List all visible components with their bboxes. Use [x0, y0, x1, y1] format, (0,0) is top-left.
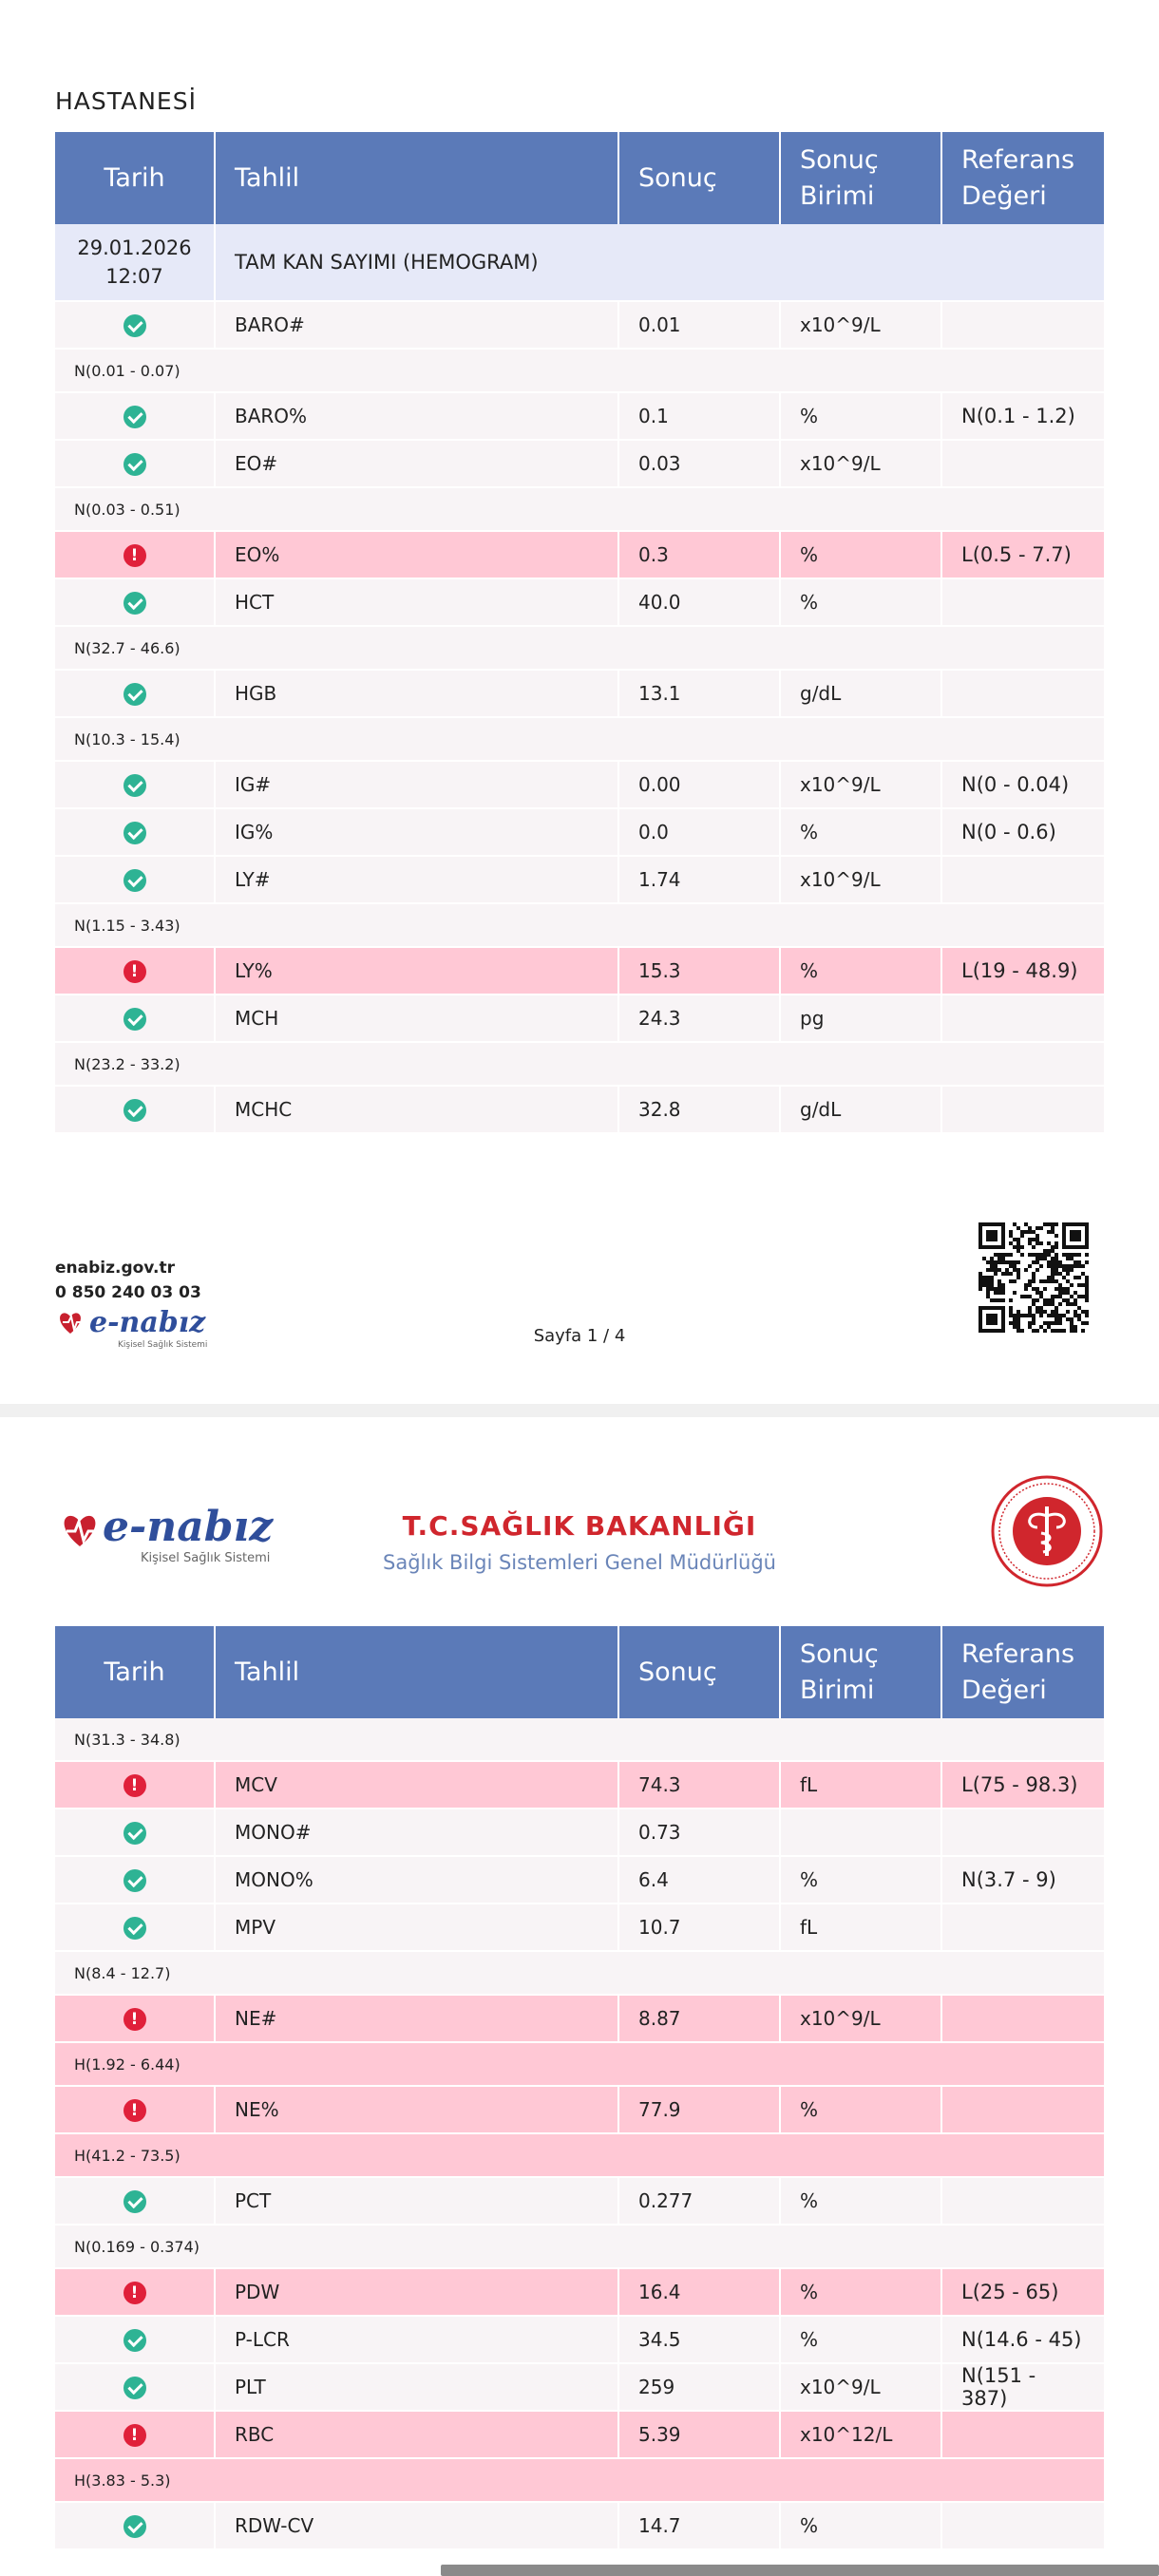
- reference-range: N(1.15 - 3.43): [55, 903, 1104, 947]
- reference-value: [941, 301, 1104, 349]
- status-cell: [55, 2177, 215, 2225]
- check-circle-icon: [124, 2329, 146, 2352]
- ministry-seal-icon: [990, 1474, 1104, 1588]
- reference-range-row: [55, 1042, 1104, 1086]
- table-header-row: [55, 132, 1104, 224]
- test-result: 0.01: [618, 301, 780, 349]
- test-name: MPV: [215, 1904, 618, 1951]
- ministry-heading: [0, 1510, 1159, 1574]
- test-name: BARO%: [215, 392, 618, 440]
- test-result: 0.73: [618, 1809, 780, 1856]
- test-result: 0.1: [618, 392, 780, 440]
- test-result: 0.0: [618, 808, 780, 856]
- report-page-2: [0, 1417, 1159, 2576]
- reference-range-row: [55, 2042, 1104, 2086]
- test-result: 13.1: [618, 670, 780, 717]
- test-name: MONO#: [215, 1809, 618, 1856]
- table-row: [55, 808, 1104, 856]
- footer-contact: [55, 1256, 201, 1305]
- test-result: 0.00: [618, 761, 780, 808]
- reference-value: N(0 - 0.04): [941, 761, 1104, 808]
- test-name: PCT: [215, 2177, 618, 2225]
- result-unit: %: [780, 2177, 941, 2225]
- header-test: Tahlil: [215, 132, 618, 224]
- result-unit: %: [780, 578, 941, 626]
- status-cell: [55, 947, 215, 994]
- alert-circle-icon: !: [124, 1774, 146, 1797]
- table-row: [55, 301, 1104, 349]
- header-ref-line2: Değeri: [961, 1675, 1047, 1705]
- reference-range: N(0.169 - 0.374): [55, 2225, 1104, 2268]
- reference-range-row: [55, 903, 1104, 947]
- result-unit: %: [780, 392, 941, 440]
- reference-value: [941, 2086, 1104, 2133]
- alert-circle-icon: !: [124, 2008, 146, 2031]
- logo-sub-small: Kişisel Sağlık Sistemi: [118, 1340, 208, 1350]
- reference-value: N(0 - 0.6): [941, 808, 1104, 856]
- alert-circle-icon: !: [124, 2282, 146, 2304]
- check-circle-icon: [124, 1822, 146, 1845]
- logo-text-small: e-nabız: [89, 1306, 206, 1339]
- test-result: 8.87: [618, 1995, 780, 2042]
- test-result: 74.3: [618, 1761, 780, 1809]
- ministry-subtitle: Sağlık Bilgi Sistemleri Genel Müdürlüğü: [383, 1551, 776, 1574]
- page-separator: [0, 1404, 1159, 1417]
- check-circle-icon: [124, 683, 146, 706]
- table-row: [55, 2502, 1104, 2549]
- reference-value: L(25 - 65): [941, 2268, 1104, 2316]
- reference-range-row: [55, 349, 1104, 392]
- test-name: LY#: [215, 856, 618, 903]
- status-cell: [55, 578, 215, 626]
- status-cell: [55, 808, 215, 856]
- header-unit-line1: Sonuç: [800, 1638, 879, 1669]
- result-unit: %: [780, 1856, 941, 1904]
- test-name: PDW: [215, 2268, 618, 2316]
- hospital-title-fragment: HASTANESİ: [55, 87, 197, 115]
- reference-value: L(75 - 98.3): [941, 1761, 1104, 1809]
- check-circle-icon: [124, 1869, 146, 1892]
- header-ref-line1: Referans: [961, 144, 1075, 175]
- reference-range: N(8.4 - 12.7): [55, 1951, 1104, 1995]
- page-number: Sayfa 1 / 4: [533, 1326, 626, 1346]
- test-result: 5.39: [618, 2411, 780, 2458]
- results-table-page-2: [55, 1626, 1104, 2550]
- check-circle-icon: [124, 822, 146, 844]
- table-row: [55, 2411, 1104, 2458]
- reference-value: [941, 1809, 1104, 1856]
- table-row: [55, 392, 1104, 440]
- test-name: P-LCR: [215, 2316, 618, 2363]
- reference-value: L(0.5 - 7.7): [941, 531, 1104, 578]
- table-row: [55, 2316, 1104, 2363]
- test-name: MONO%: [215, 1856, 618, 1904]
- check-circle-icon: [124, 406, 146, 428]
- test-name: EO#: [215, 440, 618, 487]
- reference-range-row: [55, 1951, 1104, 1995]
- header-date: Tarih: [55, 132, 215, 224]
- ministry-title: T.C.SAĞLIK BAKANLIĞI: [402, 1510, 757, 1542]
- results-table-page-1: [55, 132, 1104, 1134]
- reference-value: N(3.7 - 9): [941, 1856, 1104, 1904]
- check-circle-icon: [124, 1917, 146, 1940]
- result-unit: %: [780, 2086, 941, 2133]
- result-unit: %: [780, 531, 941, 578]
- header-ref-line2: Değeri: [961, 180, 1047, 211]
- test-name: MCH: [215, 994, 618, 1042]
- result-unit: fL: [780, 1761, 941, 1809]
- result-unit: %: [780, 2502, 941, 2549]
- table-row: [55, 2086, 1104, 2133]
- check-circle-icon: [124, 453, 146, 476]
- footer-phone: 0 850 240 03 03: [55, 1283, 201, 1302]
- result-unit: fL: [780, 1904, 941, 1951]
- test-result: 34.5: [618, 2316, 780, 2363]
- result-unit: g/dL: [780, 670, 941, 717]
- table-row: [55, 531, 1104, 578]
- test-result: 15.3: [618, 947, 780, 994]
- reference-value: [941, 856, 1104, 903]
- table-row: [55, 1086, 1104, 1133]
- status-cell: [55, 670, 215, 717]
- table-row: [55, 761, 1104, 808]
- check-circle-icon: [124, 592, 146, 615]
- footer-site: enabiz.gov.tr: [55, 1259, 175, 1278]
- reference-value: [941, 1995, 1104, 2042]
- header-date: Tarih: [55, 1626, 215, 1718]
- group-date-time: 12:07: [105, 265, 163, 288]
- table-header-row: [55, 1626, 1104, 1718]
- check-circle-icon: [124, 774, 146, 797]
- check-circle-icon: [124, 314, 146, 337]
- header-unit: [780, 132, 941, 224]
- status-cell: [55, 994, 215, 1042]
- test-name: HCT: [215, 578, 618, 626]
- header-test: Tahlil: [215, 1626, 618, 1718]
- reference-range-row: [55, 487, 1104, 531]
- reference-value: N(0.1 - 1.2): [941, 392, 1104, 440]
- status-cell: [55, 1995, 215, 2042]
- result-unit: x10^9/L: [780, 2363, 941, 2411]
- reference-value: [941, 1086, 1104, 1133]
- table-row: [55, 994, 1104, 1042]
- alert-circle-icon: !: [124, 544, 146, 567]
- test-result: 1.74: [618, 856, 780, 903]
- check-circle-icon: [124, 2515, 146, 2538]
- test-name: BARO#: [215, 301, 618, 349]
- test-name: IG%: [215, 808, 618, 856]
- status-cell: [55, 2411, 215, 2458]
- reference-range-row: [55, 2225, 1104, 2268]
- status-cell: [55, 1856, 215, 1904]
- header-unit-line2: Birimi: [800, 180, 875, 211]
- result-unit: x10^9/L: [780, 856, 941, 903]
- check-circle-icon: [124, 2377, 146, 2399]
- test-result: 16.4: [618, 2268, 780, 2316]
- table-row: [55, 1995, 1104, 2042]
- status-cell: [55, 301, 215, 349]
- logo-sub: Kişisel Sağlık Sistemi: [141, 1551, 271, 1565]
- status-cell: [55, 856, 215, 903]
- alert-circle-icon: !: [124, 2424, 146, 2447]
- status-cell: [55, 2268, 215, 2316]
- table-row: [55, 440, 1104, 487]
- test-name: MCHC: [215, 1086, 618, 1133]
- test-name: MCV: [215, 1761, 618, 1809]
- status-cell: [55, 761, 215, 808]
- reference-range-row: [55, 626, 1104, 670]
- qr-code: [978, 1222, 1089, 1333]
- table-row: [55, 2363, 1104, 2411]
- reference-value: [941, 2502, 1104, 2549]
- test-result: 6.4: [618, 1856, 780, 1904]
- table-row: [55, 947, 1104, 994]
- header-unit-line2: Birimi: [800, 1675, 875, 1705]
- test-result: 77.9: [618, 2086, 780, 2133]
- test-result: 32.8: [618, 1086, 780, 1133]
- result-unit: x10^9/L: [780, 1995, 941, 2042]
- horizontal-scrollbar[interactable]: [441, 2565, 1159, 2576]
- test-group-row: [55, 224, 1104, 301]
- group-date: [55, 224, 215, 301]
- reference-range: H(1.92 - 6.44): [55, 2042, 1104, 2086]
- test-name: EO%: [215, 531, 618, 578]
- test-result: 14.7: [618, 2502, 780, 2549]
- result-unit: g/dL: [780, 1086, 941, 1133]
- logo-text: e-nabız: [103, 1503, 274, 1551]
- reference-range: N(0.03 - 0.51): [55, 487, 1104, 531]
- status-cell: [55, 1809, 215, 1856]
- table-row: [55, 2177, 1104, 2225]
- test-name: RDW-CV: [215, 2502, 618, 2549]
- test-result: 40.0: [618, 578, 780, 626]
- reference-value: N(14.6 - 45): [941, 2316, 1104, 2363]
- test-result: 0.277: [618, 2177, 780, 2225]
- result-unit: %: [780, 947, 941, 994]
- status-cell: [55, 1086, 215, 1133]
- status-cell: [55, 1761, 215, 1809]
- test-name: NE%: [215, 2086, 618, 2133]
- status-cell: [55, 2502, 215, 2549]
- check-circle-icon: [124, 1008, 146, 1031]
- reference-value: [941, 994, 1104, 1042]
- reference-value: L(19 - 48.9): [941, 947, 1104, 994]
- test-name: PLT: [215, 2363, 618, 2411]
- reference-range: N(32.7 - 46.6): [55, 626, 1104, 670]
- reference-range: N(10.3 - 15.4): [55, 717, 1104, 761]
- check-circle-icon: [124, 2190, 146, 2213]
- result-unit: %: [780, 2316, 941, 2363]
- result-unit: pg: [780, 994, 941, 1042]
- test-name: NE#: [215, 1995, 618, 2042]
- reference-range: H(3.83 - 5.3): [55, 2458, 1104, 2502]
- test-result: 24.3: [618, 994, 780, 1042]
- reference-value: [941, 2177, 1104, 2225]
- result-unit: x10^9/L: [780, 301, 941, 349]
- table-row: [55, 670, 1104, 717]
- reference-value: N(151 - 387): [941, 2363, 1104, 2411]
- table-row: [55, 2268, 1104, 2316]
- status-cell: [55, 2363, 215, 2411]
- reference-value: [941, 2411, 1104, 2458]
- result-unit: x10^9/L: [780, 761, 941, 808]
- table-row: [55, 1904, 1104, 1951]
- table-row: [55, 1761, 1104, 1809]
- test-name: RBC: [215, 2411, 618, 2458]
- test-result: 0.3: [618, 531, 780, 578]
- header-result: Sonuç: [618, 132, 780, 224]
- result-unit: x10^9/L: [780, 440, 941, 487]
- reference-range-row: [55, 1718, 1104, 1761]
- header-reference: [941, 1626, 1104, 1718]
- reference-value: [941, 440, 1104, 487]
- group-date-day: 29.01.2026: [77, 237, 192, 259]
- reference-range-row: [55, 717, 1104, 761]
- alert-circle-icon: !: [124, 960, 146, 983]
- header-unit: [780, 1626, 941, 1718]
- result-unit: [780, 1809, 941, 1856]
- test-name: HGB: [215, 670, 618, 717]
- group-name: TAM KAN SAYIMI (HEMOGRAM): [215, 224, 1104, 301]
- header-ref-line1: Referans: [961, 1638, 1075, 1669]
- status-cell: [55, 440, 215, 487]
- result-unit: %: [780, 808, 941, 856]
- reference-value: [941, 1904, 1104, 1951]
- header-result: Sonuç: [618, 1626, 780, 1718]
- result-unit: x10^12/L: [780, 2411, 941, 2458]
- reference-range: N(23.2 - 33.2): [55, 1042, 1104, 1086]
- reference-range-row: [55, 2133, 1104, 2177]
- reference-range-row: [55, 2458, 1104, 2502]
- table-row: [55, 1856, 1104, 1904]
- result-unit: %: [780, 2268, 941, 2316]
- test-result: 10.7: [618, 1904, 780, 1951]
- status-cell: [55, 2316, 215, 2363]
- check-circle-icon: [124, 869, 146, 892]
- header-unit-line1: Sonuç: [800, 144, 879, 175]
- test-result: 259: [618, 2363, 780, 2411]
- reference-range: N(0.01 - 0.07): [55, 349, 1104, 392]
- status-cell: [55, 2086, 215, 2133]
- reference-range: N(31.3 - 34.8): [55, 1718, 1104, 1761]
- reference-value: [941, 670, 1104, 717]
- test-name: IG#: [215, 761, 618, 808]
- status-cell: [55, 392, 215, 440]
- status-cell: [55, 1904, 215, 1951]
- table-row: [55, 1809, 1104, 1856]
- header-reference: [941, 132, 1104, 224]
- table-row: [55, 578, 1104, 626]
- reference-value: [941, 578, 1104, 626]
- reference-range: H(41.2 - 73.5): [55, 2133, 1104, 2177]
- test-result: 0.03: [618, 440, 780, 487]
- alert-circle-icon: !: [124, 2099, 146, 2122]
- test-name: LY%: [215, 947, 618, 994]
- table-row: [55, 856, 1104, 903]
- check-circle-icon: [124, 1099, 146, 1122]
- status-cell: [55, 531, 215, 578]
